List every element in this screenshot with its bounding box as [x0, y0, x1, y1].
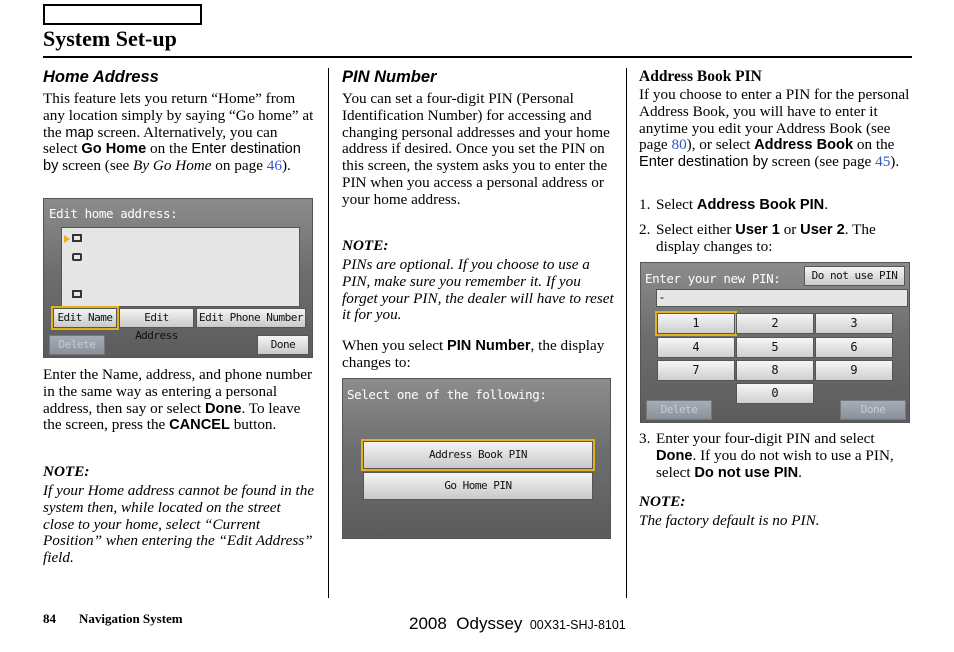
- do-not-use-pin-button[interactable]: Do not use PIN: [804, 266, 905, 286]
- step-3: 3. Enter your four-digit PIN and select Done. If you do not wish to use a PIN, select Do not use PIN.: [639, 430, 894, 481]
- column-divider-1: [328, 68, 329, 598]
- key-4[interactable]: 4: [657, 337, 735, 358]
- go-home-term: Go Home: [81, 141, 147, 158]
- middle-note-text: PINs are optional. If you choose to use a PIN, make sure you remember it. If you forget your PIN, the dealer will have to reset it for you.: [342, 256, 614, 324]
- key-1[interactable]: 1: [657, 313, 735, 334]
- header-rule: [43, 56, 912, 58]
- footer-section: Navigation System: [79, 611, 183, 626]
- home-address-intro: This feature lets you return “Home” from any location simply by saying “Go home” at the map screen. Alternatively, you can select Go Home on the Enter destination by screen (see By Go Home on page 46).: [43, 90, 314, 175]
- pin-entry-value: -: [660, 290, 664, 304]
- home-address-instructions: Enter the Name, address, and phone number in the same way as entering a personal address, then say or select Done. To leave the screen, press the CANCEL button.: [43, 366, 313, 434]
- edit-phone-number-button[interactable]: Edit Phone Number: [196, 308, 306, 328]
- pin-number-term: PIN Number: [447, 338, 531, 354]
- page-link-80[interactable]: 80: [671, 136, 687, 154]
- key-9[interactable]: 9: [815, 360, 893, 381]
- key-8[interactable]: 8: [736, 360, 814, 381]
- screen-title: Edit home address:: [49, 206, 178, 221]
- edit-address-button[interactable]: Edit Address: [119, 308, 194, 328]
- key-0[interactable]: 0: [736, 383, 814, 404]
- selector-arrow-icon: [64, 235, 70, 243]
- page-number: 84: [43, 611, 56, 626]
- address-icon: [72, 253, 82, 261]
- cancel-term: CANCEL: [169, 417, 230, 434]
- edit-name-button[interactable]: Edit Name: [53, 308, 117, 328]
- key-5[interactable]: 5: [736, 337, 814, 358]
- home-address-field: [61, 227, 300, 307]
- address-book-pin-button[interactable]: Address Book PIN: [363, 441, 593, 469]
- pin-number-select-text: When you select PIN Number, the display changes to:: [342, 337, 605, 371]
- home-address-heading: Home Address: [43, 68, 159, 86]
- middle-note-label: NOTE:: [342, 237, 389, 254]
- done-term: Done: [204, 400, 242, 417]
- name-icon: [72, 234, 82, 242]
- key-2[interactable]: 2: [736, 313, 814, 334]
- address-book-pin-heading: Address Book PIN: [639, 68, 762, 85]
- screen-title: Select one of the following:: [347, 387, 547, 402]
- step-1: 1. Select Address Book PIN.: [639, 196, 829, 213]
- pin-number-heading: PIN Number: [342, 68, 437, 86]
- screen-title: Enter your new PIN:: [645, 271, 781, 286]
- select-pin-type-screen: [342, 378, 611, 539]
- edit-home-address-screen: [43, 198, 313, 358]
- right-note-label: NOTE:: [639, 493, 686, 510]
- page-title: System Set-up: [43, 26, 177, 51]
- address-book-term: Address Book: [754, 137, 854, 154]
- page-link-46[interactable]: 46: [266, 157, 282, 175]
- delete-button[interactable]: Delete: [49, 335, 105, 355]
- enter-destination-term: Enter destination by: [639, 154, 768, 171]
- phone-icon: [72, 290, 82, 298]
- key-3[interactable]: 3: [815, 313, 893, 334]
- footer-model: 2008 Odyssey 00X31-SHJ-8101: [409, 614, 626, 633]
- go-home-pin-button[interactable]: Go Home PIN: [363, 472, 593, 500]
- pin-entry-field[interactable]: [656, 289, 908, 307]
- map-term: map: [65, 124, 94, 141]
- key-7[interactable]: 7: [657, 360, 735, 381]
- done-button[interactable]: Done: [840, 400, 906, 420]
- right-note-text: The factory default is no PIN.: [639, 512, 820, 529]
- left-note-text: If your Home address cannot be found in the system then, while located on the street close to your home, select “Current Position” when entering the “Edit Address” field.: [43, 482, 315, 567]
- enter-new-pin-screen: [640, 262, 910, 423]
- enter-destination-term: Enter destination by: [43, 141, 301, 175]
- page-link-45[interactable]: 45: [875, 153, 891, 171]
- key-6[interactable]: 6: [815, 337, 893, 358]
- pin-number-intro: You can set a four-digit PIN (Personal Identification Number) for accessing and changing personal addresses and your home address if desired. Once you set the PIN on this screen, the system asks you to enter the PIN when you access a personal address or your home address.: [342, 90, 610, 208]
- left-note-label: NOTE:: [43, 463, 90, 480]
- address-book-pin-intro: If you choose to enter a PIN for the personal Address Book, you will have to enter it anytime you edit your Address Book (see page 80), or select Address Book on the Enter destination by screen (see page 45).: [639, 86, 910, 171]
- column-divider-2: [626, 68, 627, 598]
- delete-button[interactable]: Delete: [646, 400, 712, 420]
- done-button[interactable]: Done: [257, 335, 309, 355]
- step-2: 2. Select either User 1 or User 2. The display changes to:: [639, 221, 876, 255]
- header-tab-box: [43, 4, 202, 25]
